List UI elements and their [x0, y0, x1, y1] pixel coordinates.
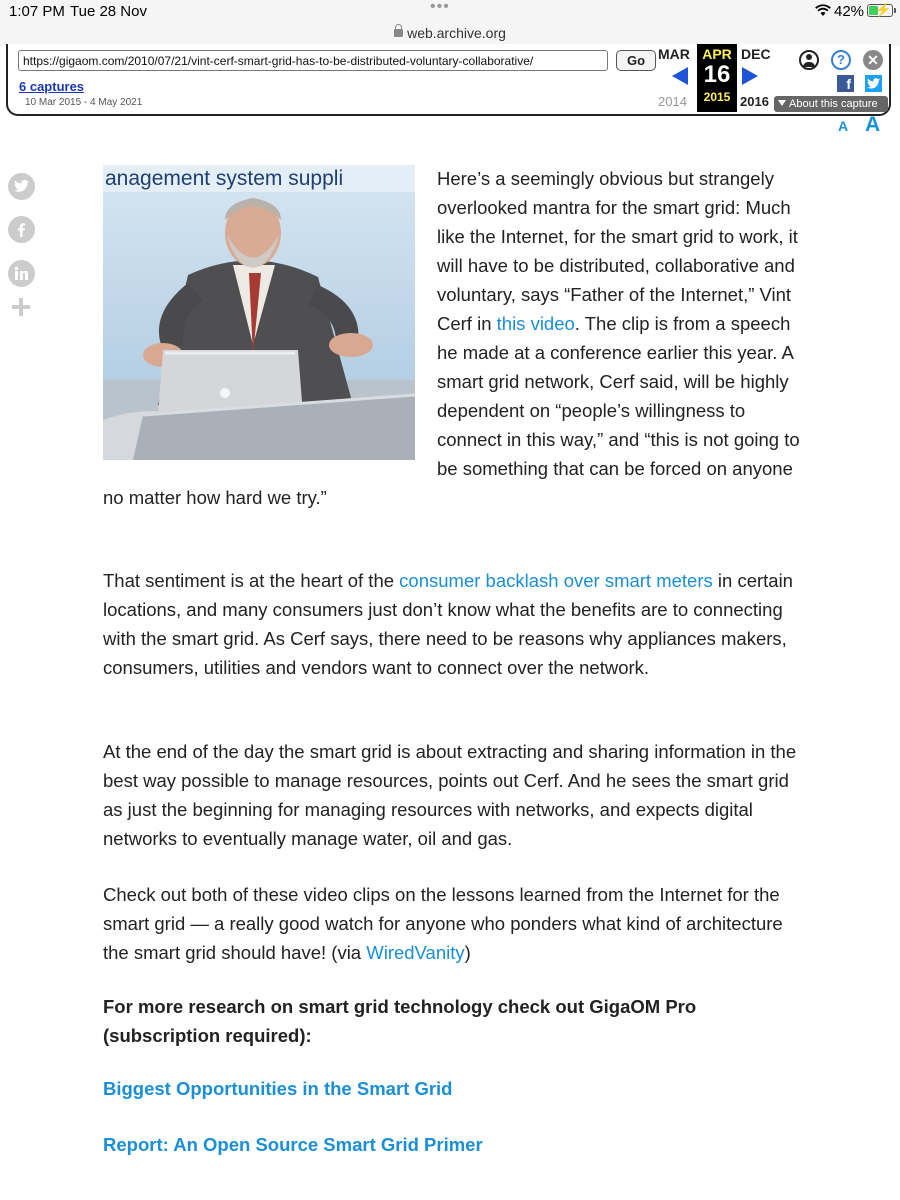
share-more-plus-icon[interactable]	[10, 296, 32, 318]
prev-month-label[interactable]: MAR	[658, 46, 690, 62]
prev-capture-arrow-icon[interactable]	[672, 67, 688, 85]
share-twitter-button[interactable]	[8, 173, 35, 200]
share-linkedin-button[interactable]	[8, 260, 35, 287]
paragraph-4-text-before: Check out both of these video clips on the lessons learned from the Internet for the smart grid — a really good watch for anyone who ponders what kind of architecture the smart grid should have! (via	[103, 884, 783, 963]
wayback-toolbar	[6, 44, 891, 116]
article-paragraph-1	[103, 164, 803, 512]
captures-date-range: 10 Mar 2015 - 4 May 2021	[25, 97, 143, 108]
status-time: 1:07 PM	[9, 3, 65, 20]
paragraph-2-text-after: in certain locations, and many consumers just don’t know what the benefits are to connecting with the smart grid. As Cerf says, there need to be reasons why appliances makers, consumers, utilities and vendors want to connect over the network.	[103, 570, 793, 678]
close-icon[interactable]: ✕	[863, 50, 883, 70]
font-size-decrease-button[interactable]: A	[838, 118, 849, 134]
article-paragraph-3: At the end of the day the smart grid is about extracting and sharing information in the best way possible to manage resources, points out Cerf. And he sees the smart grid as just the beginning for managing resources with networks, and expects digital networks to eventually manage water, oil and gas.	[103, 741, 797, 849]
address-bar[interactable]	[0, 22, 900, 46]
wayback-url-input[interactable]	[18, 50, 608, 71]
consumer-backlash-link[interactable]: consumer backlash over smart meters	[399, 570, 713, 591]
twitter-share-icon[interactable]	[865, 75, 882, 92]
article-paragraph-2	[103, 566, 803, 682]
go-button[interactable]: Go	[616, 50, 656, 71]
prev-year-label[interactable]: 2014	[658, 94, 687, 109]
captures-link[interactable]: 6 captures	[19, 79, 85, 94]
status-date: Tue 28 Nov	[70, 3, 147, 20]
about-capture-label: About this capture	[789, 98, 878, 110]
gigaom-pro-promo: For more research on smart grid technology check out GigaOM Pro (subscription required):	[103, 996, 697, 1046]
twitter-icon	[14, 179, 29, 193]
this-video-link[interactable]: this video	[496, 313, 575, 334]
current-month: APR	[702, 46, 732, 62]
lock-icon	[394, 29, 403, 37]
paragraph-1-text-after: . The clip is from a speech he made at a conference earlier this year. A smart grid network, Cerf said, will be highly dependent on “people’s willingness to connect in this way,” and “this is not going to be something that can be forced on anyone no matter how hard we try.”	[103, 313, 800, 508]
paragraph-4-text-after: )	[464, 942, 471, 963]
charging-bolt-icon: ⚡	[875, 2, 892, 17]
current-year: 2015	[703, 90, 731, 104]
article-paragraph-4	[103, 880, 803, 967]
current-day: 16	[703, 61, 731, 88]
linkedin-icon	[14, 266, 29, 281]
status-bar	[0, 0, 900, 22]
paragraph-2-text-before: That sentiment is at the heart of the	[103, 570, 400, 591]
battery-icon	[867, 4, 893, 17]
caret-down-icon	[778, 100, 786, 106]
battery-percent: 42%	[834, 3, 865, 20]
paragraph-1-text-before: Here’s a seemingly obvious but strangely overlooked mantra for the smart grid: Much like the Internet, for the smart grid to work, it will have to be distributed, collaborative and voluntary, says “Father of the Internet,” Vint Cerf in	[437, 168, 798, 334]
current-capture-date	[697, 44, 737, 112]
open-source-primer-link[interactable]: Report: An Open Source Smart Grid Primer	[103, 1134, 483, 1155]
address-host: web.archive.org	[407, 25, 506, 41]
next-capture-arrow-icon[interactable]	[742, 67, 758, 85]
next-year-label[interactable]: 2016	[740, 94, 769, 109]
video-banner-text: anagement system suppli	[105, 167, 344, 190]
facebook-share-icon[interactable]: f	[837, 75, 854, 92]
font-size-increase-button[interactable]: A	[865, 113, 881, 136]
biggest-opportunities-link[interactable]: Biggest Opportunities in the Smart Grid	[103, 1078, 453, 1099]
multitasking-dots-icon[interactable]: •••	[430, 0, 450, 15]
help-icon[interactable]: ?	[831, 50, 851, 70]
wifi-icon	[815, 4, 831, 17]
next-month-label[interactable]: DEC	[741, 46, 771, 62]
user-account-icon[interactable]	[799, 50, 819, 70]
share-facebook-button[interactable]	[8, 216, 35, 243]
about-capture-button[interactable]	[774, 96, 888, 112]
facebook-icon	[14, 222, 29, 237]
wiredvanity-link[interactable]: WiredVanity	[366, 942, 465, 963]
